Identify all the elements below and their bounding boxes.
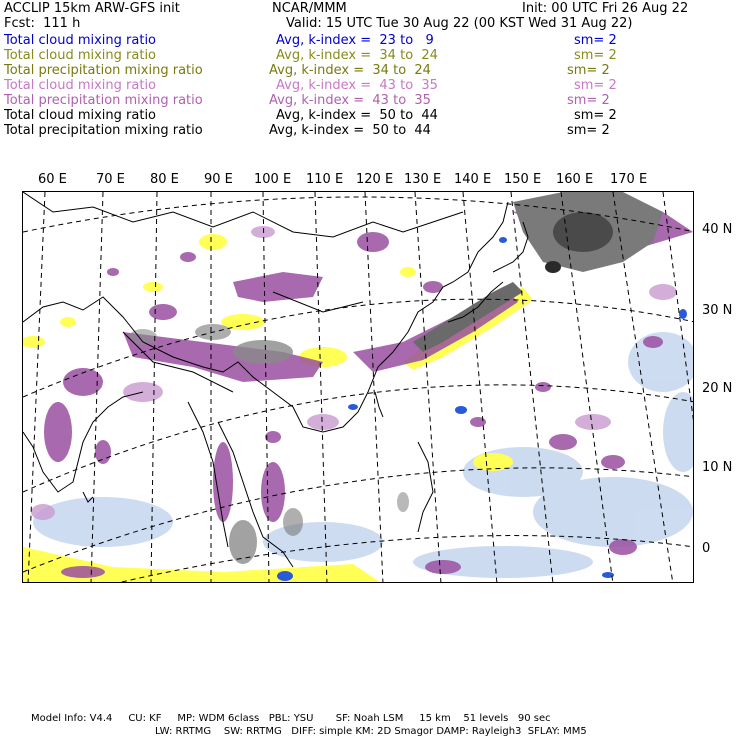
field-sm-7: sm= 2	[567, 123, 610, 138]
lat-label-40n: 40 N	[702, 222, 733, 237]
field-avg-6: Avg, k-index = 50 to 44	[276, 108, 438, 123]
lon-label-130e: 130 E	[404, 172, 442, 187]
field-name-2: Total cloud mixing ratio	[4, 48, 157, 63]
lon-label-160e: 160 E	[556, 172, 594, 187]
field-name-5: Total precipitation mixing ratio	[4, 93, 203, 108]
lat-label-10n: 10 N	[702, 460, 733, 475]
init-time: Init: 00 UTC Fri 26 Aug 22	[522, 1, 689, 16]
model-info-line1: Model Info: V4.4 CU: KF MP: WDM 6class PBL: YSU SF: Noah LSM 15 km 51 levels 90 sec	[31, 713, 551, 724]
field-sm-2: sm= 2	[574, 48, 617, 63]
field-avg-2: Avg, k-index = 34 to 24	[276, 48, 438, 63]
lon-label-140e: 140 E	[454, 172, 492, 187]
lon-label-110e: 110 E	[306, 172, 344, 187]
model-info-line2: LW: RRTMG SW: RRTMG DIFF: simple KM: 2D Smagor DAMP: Rayleigh3 SFLAY: MM5	[155, 726, 587, 737]
field-sm-4: sm= 2	[574, 78, 617, 93]
field-sm-3: sm= 2	[567, 63, 610, 78]
lon-label-150e: 150 E	[504, 172, 542, 187]
model-title: ACCLIP 15km ARW-GFS init	[4, 1, 180, 16]
field-name-6: Total cloud mixing ratio	[4, 108, 157, 123]
field-name-3: Total precipitation mixing ratio	[4, 63, 203, 78]
map-panel	[22, 191, 694, 583]
lat-label-0: 0	[702, 541, 711, 556]
field-name-1: Total cloud mixing ratio	[4, 33, 157, 48]
lon-label-90e: 90 E	[204, 172, 233, 187]
lon-label-170e: 170 E	[610, 172, 648, 187]
field-name-7: Total precipitation mixing ratio	[4, 123, 203, 138]
lon-label-80e: 80 E	[150, 172, 179, 187]
field-name-4: Total cloud mixing ratio	[4, 78, 157, 93]
org-label: NCAR/MMM	[272, 1, 347, 16]
valid-time: Valid: 15 UTC Tue 30 Aug 22 (00 KST Wed 31 Aug 22)	[286, 16, 633, 31]
lon-label-100e: 100 E	[254, 172, 292, 187]
map-canvas	[23, 192, 694, 583]
field-avg-1: Avg, k-index = 23 to 9	[276, 33, 434, 48]
lon-label-120e: 120 E	[356, 172, 394, 187]
field-avg-5: Avg, k-index = 43 to 35	[269, 93, 431, 108]
field-avg-4: Avg, k-index = 43 to 35	[276, 78, 438, 93]
field-sm-6: sm= 2	[574, 108, 617, 123]
field-avg-7: Avg, k-index = 50 to 44	[269, 123, 431, 138]
light-blue-shading	[33, 332, 694, 578]
lon-label-60e: 60 E	[38, 172, 67, 187]
lat-label-20n: 20 N	[702, 381, 733, 396]
forecast-hour: Fcst: 111 h	[4, 16, 81, 31]
field-sm-5: sm= 2	[567, 93, 610, 108]
field-avg-3: Avg, k-index = 34 to 24	[269, 63, 431, 78]
field-sm-1: sm= 2	[574, 33, 617, 48]
lat-label-30n: 30 N	[702, 303, 733, 318]
lon-label-70e: 70 E	[96, 172, 125, 187]
